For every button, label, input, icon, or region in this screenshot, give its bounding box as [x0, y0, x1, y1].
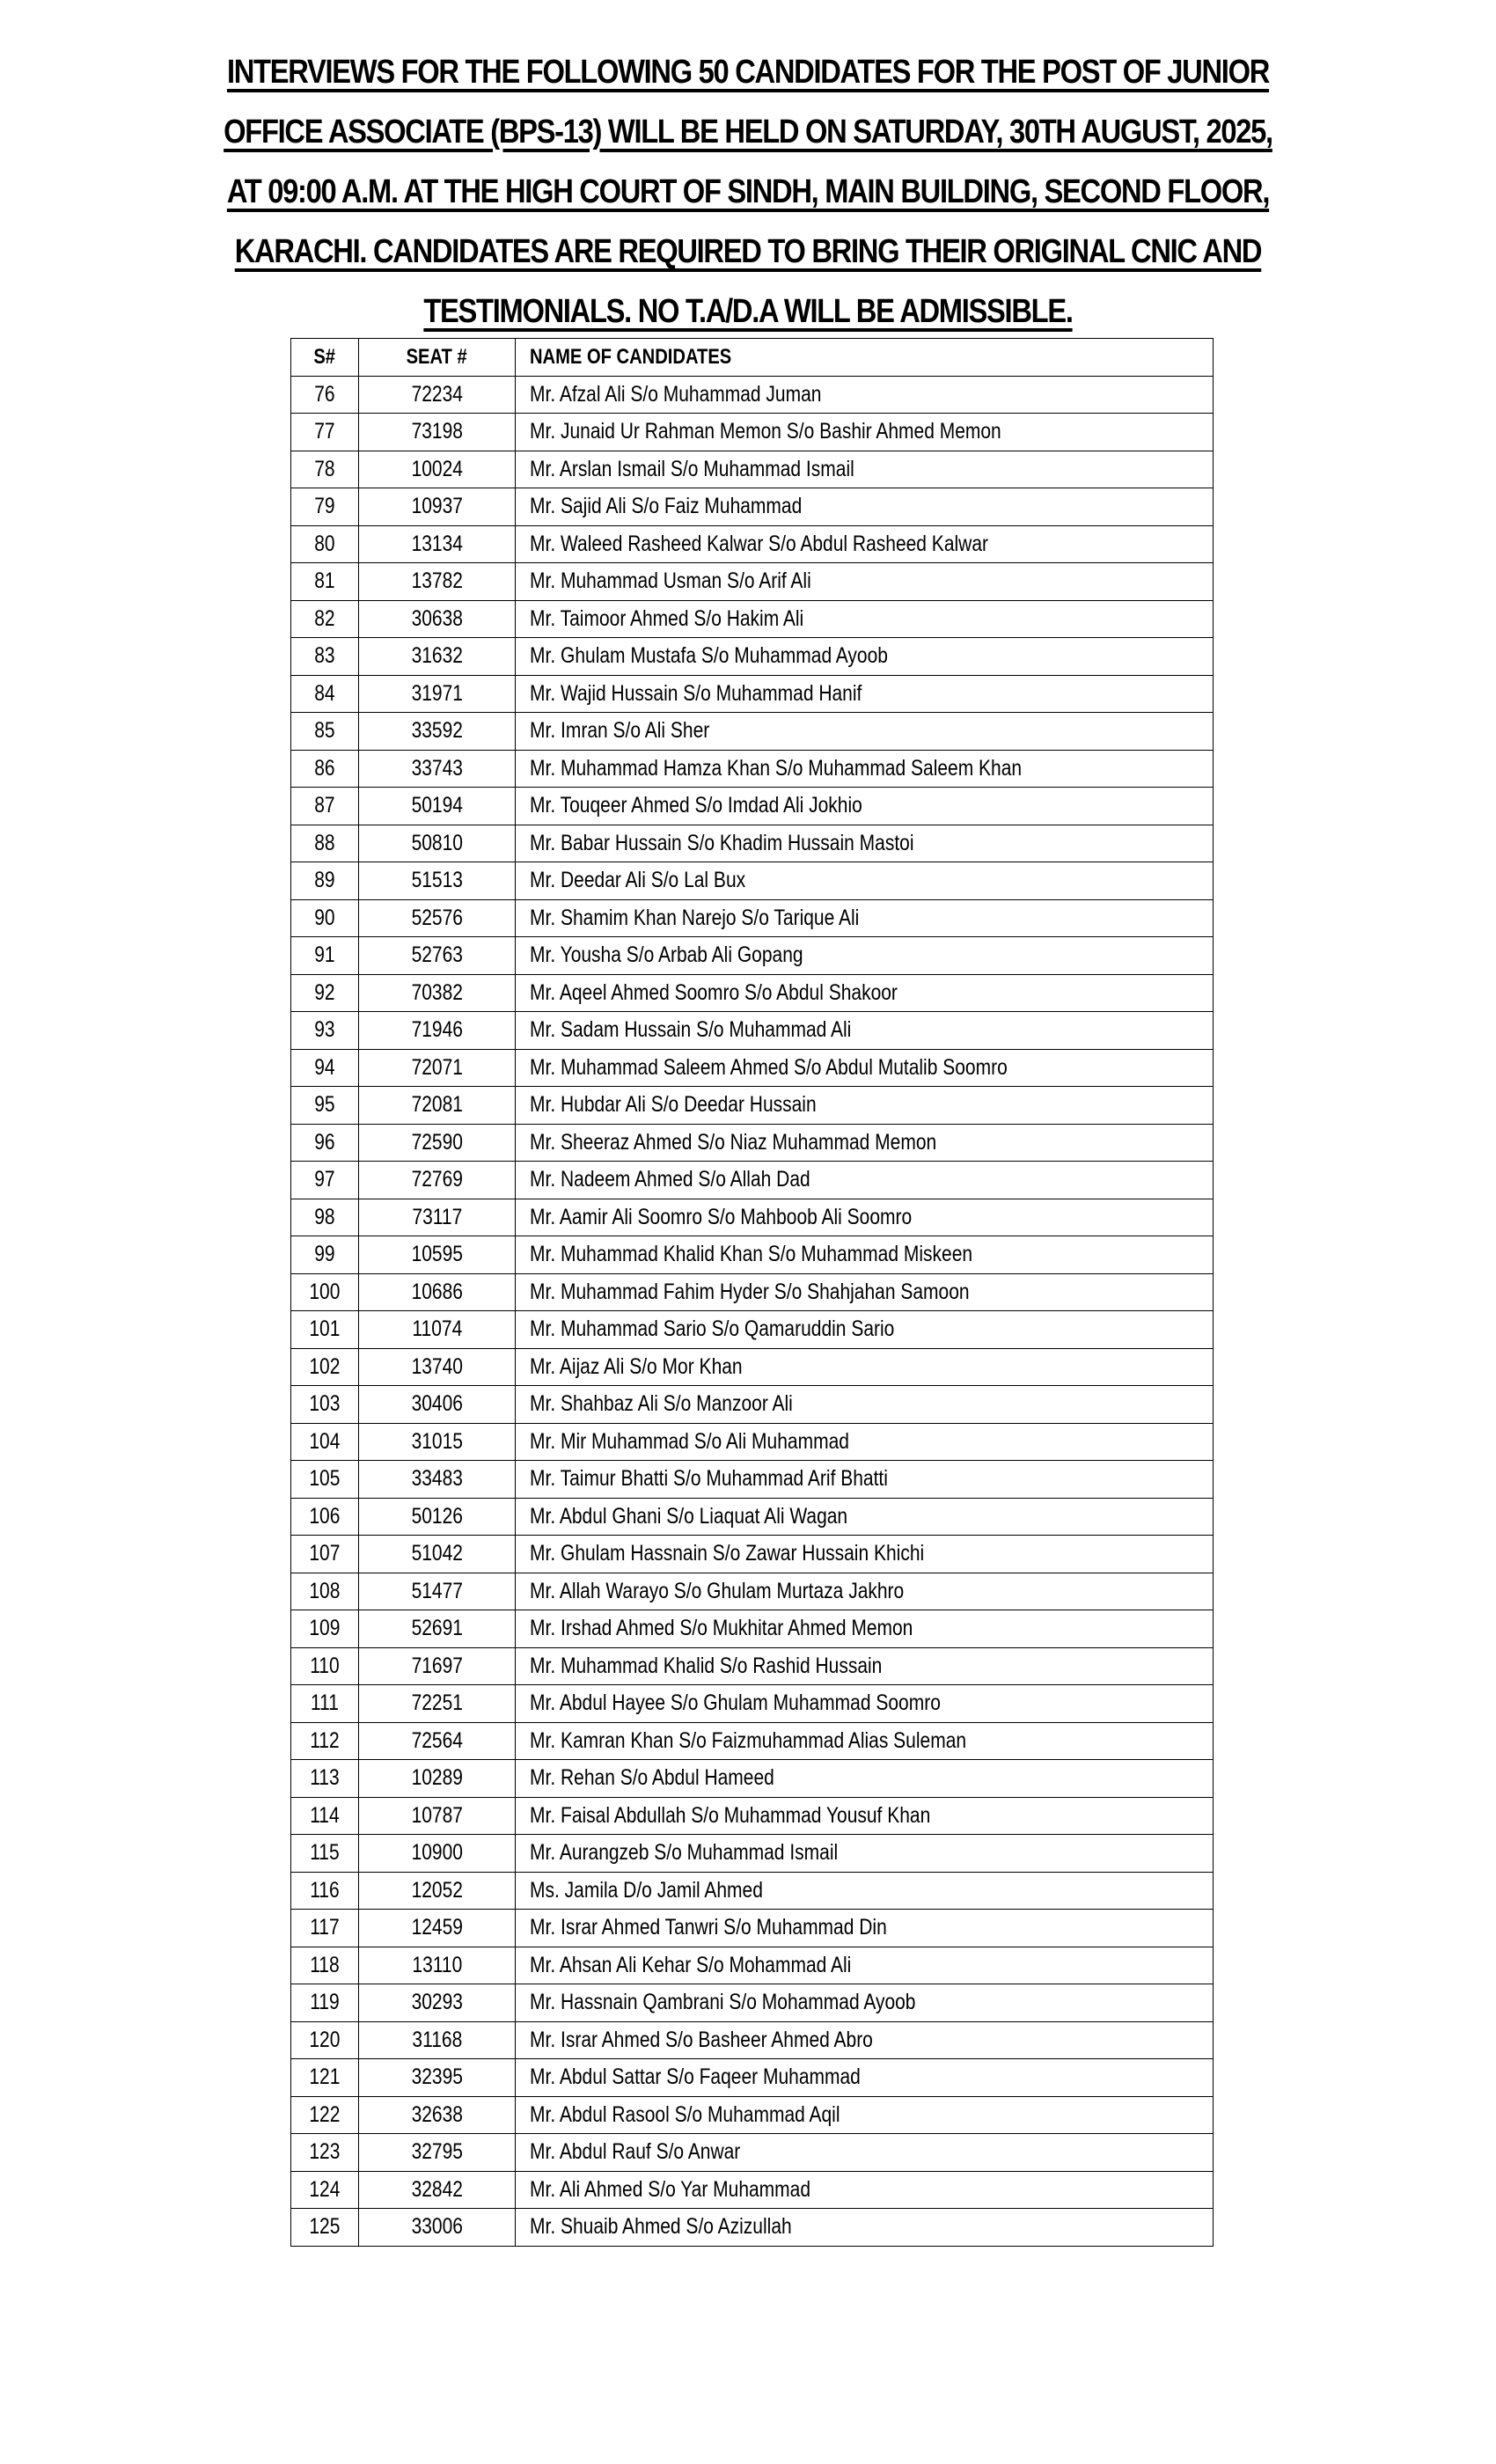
- serial-number-cell: 117: [291, 1910, 359, 1947]
- seat-number-cell: 33592: [359, 713, 516, 751]
- table-row: [291, 1573, 1214, 1610]
- table-row: [291, 1647, 1214, 1685]
- table-row: [291, 525, 1214, 563]
- table-row: [291, 1461, 1214, 1499]
- table-row: [291, 1872, 1214, 1910]
- seat-number-cell: 13110: [359, 1947, 516, 1984]
- seat-number-cell: 51477: [359, 1573, 516, 1610]
- table-row: [291, 1199, 1214, 1236]
- seat-number-cell: 13134: [359, 525, 516, 563]
- serial-number-cell: 76: [291, 376, 359, 414]
- seat-number-cell: 50126: [359, 1498, 516, 1536]
- serial-number-cell: 119: [291, 1984, 359, 2022]
- table-row: [291, 1498, 1214, 1536]
- table-body: [291, 376, 1214, 2246]
- table-row: [291, 1947, 1214, 1984]
- table-row: [291, 713, 1214, 751]
- serial-number-cell: 94: [291, 1049, 359, 1087]
- table-row: [291, 2059, 1214, 2097]
- table-row: [291, 2134, 1214, 2172]
- seat-number-cell: 72590: [359, 1124, 516, 1162]
- candidate-name-cell: Mr. Imran S/o Ali Sher: [516, 713, 1214, 751]
- candidate-name-cell: Mr. Israr Ahmed S/o Basheer Ahmed Abro: [516, 2021, 1214, 2059]
- seat-number-cell: 32842: [359, 2171, 516, 2209]
- seat-number-cell: 31971: [359, 675, 516, 713]
- table-row: [291, 563, 1214, 601]
- table-row: [291, 1722, 1214, 1760]
- candidate-name-cell: Mr. Muhammad Usman S/o Arif Ali: [516, 563, 1214, 601]
- serial-number-cell: 105: [291, 1461, 359, 1499]
- table-row: [291, 1348, 1214, 1386]
- table-header-row: [291, 339, 1214, 377]
- serial-number-cell: 104: [291, 1423, 359, 1461]
- seat-number-cell: 31168: [359, 2021, 516, 2059]
- seat-number-cell: 30638: [359, 600, 516, 638]
- notice-line: OFFICE ASSOCIATE (BPS-13) WILL BE HELD ON SATURDAY, 30TH AUGUST, 2025,: [224, 114, 1272, 150]
- seat-number-cell: 52763: [359, 937, 516, 975]
- table-row: [291, 1984, 1214, 2022]
- candidate-name-cell: Mr. Muhammad Sario S/o Qamaruddin Sario: [516, 1311, 1214, 1349]
- table-row: [291, 675, 1214, 713]
- serial-number-cell: 84: [291, 675, 359, 713]
- seat-number-cell: 31015: [359, 1423, 516, 1461]
- notice-line: AT 09:00 A.M. AT THE HIGH COURT OF SINDH, MAIN BUILDING, SECOND FLOOR,: [226, 173, 1270, 210]
- seat-number-cell: 72251: [359, 1685, 516, 1723]
- candidate-name-cell: Mr. Ghulam Hassnain S/o Zawar Hussain Khichi: [516, 1536, 1214, 1573]
- serial-number-cell: 114: [291, 1797, 359, 1835]
- serial-number-cell: 108: [291, 1573, 359, 1610]
- seat-number-cell: 10787: [359, 1797, 516, 1835]
- candidate-name-cell: Mr. Aijaz Ali S/o Mor Khan: [516, 1348, 1214, 1386]
- candidate-name-cell: Mr. Hubdar Ali S/o Deedar Hussain: [516, 1087, 1214, 1125]
- table-row: [291, 1610, 1214, 1648]
- serial-number-cell: 118: [291, 1947, 359, 1984]
- table-row: [291, 1423, 1214, 1461]
- serial-number-cell: 121: [291, 2059, 359, 2097]
- candidate-name-cell: Mr. Faisal Abdullah S/o Muhammad Yousuf Khan: [516, 1797, 1214, 1835]
- serial-number-cell: 88: [291, 825, 359, 862]
- serial-number-cell: 81: [291, 563, 359, 601]
- candidate-name-cell: Mr. Rehan S/o Abdul Hameed: [516, 1760, 1214, 1798]
- table-row: [291, 1012, 1214, 1050]
- candidate-name-cell: Mr. Sajid Ali S/o Faiz Muhammad: [516, 488, 1214, 526]
- seat-number-cell: 12052: [359, 1872, 516, 1910]
- candidate-name-cell: Mr. Abdul Ghani S/o Liaquat Ali Wagan: [516, 1498, 1214, 1536]
- candidate-name-cell: Mr. Taimoor Ahmed S/o Hakim Ali: [516, 600, 1214, 638]
- seat-number-cell: 10024: [359, 451, 516, 488]
- table-row: [291, 414, 1214, 451]
- seat-number-cell: 33743: [359, 750, 516, 788]
- seat-number-cell: 72769: [359, 1162, 516, 1199]
- serial-number-cell: 82: [291, 600, 359, 638]
- table-row: [291, 600, 1214, 638]
- serial-number-cell: 102: [291, 1348, 359, 1386]
- candidate-name-cell: Mr. Arslan Ismail S/o Muhammad Ismail: [516, 451, 1214, 488]
- seat-number-cell: 51513: [359, 862, 516, 900]
- table-row: [291, 1049, 1214, 1087]
- serial-number-cell: 112: [291, 1722, 359, 1760]
- candidate-name-cell: Mr. Shamim Khan Narejo S/o Tarique Ali: [516, 899, 1214, 937]
- notice-line: KARACHI. CANDIDATES ARE REQUIRED TO BRING THEIR ORIGINAL CNIC AND: [234, 233, 1262, 270]
- candidate-name-cell: Mr. Ahsan Ali Kehar S/o Mohammad Ali: [516, 1947, 1214, 1984]
- seat-number-cell: 10289: [359, 1760, 516, 1798]
- serial-number-cell: 116: [291, 1872, 359, 1910]
- notice-line: INTERVIEWS FOR THE FOLLOWING 50 CANDIDATES FOR THE POST OF JUNIOR: [226, 54, 1270, 91]
- candidate-name-cell: Mr. Sadam Hussain S/o Muhammad Ali: [516, 1012, 1214, 1050]
- seat-number-cell: 32395: [359, 2059, 516, 2097]
- seat-number-cell: 72081: [359, 1087, 516, 1125]
- serial-number-cell: 123: [291, 2134, 359, 2172]
- table-row: [291, 1087, 1214, 1125]
- candidate-name-cell: Mr. Mir Muhammad S/o Ali Muhammad: [516, 1423, 1214, 1461]
- table-row: [291, 1124, 1214, 1162]
- seat-number-cell: 70382: [359, 974, 516, 1012]
- serial-number-cell: 97: [291, 1162, 359, 1199]
- serial-number-cell: 109: [291, 1610, 359, 1648]
- table-row: [291, 2021, 1214, 2059]
- table-row: [291, 1386, 1214, 1424]
- candidate-name-cell: Mr. Ghulam Mustafa S/o Muhammad Ayoob: [516, 638, 1214, 676]
- table-row: [291, 1797, 1214, 1835]
- seat-number-cell: 11074: [359, 1311, 516, 1349]
- candidate-name-cell: Mr. Hassnain Qambrani S/o Mohammad Ayoob: [516, 1984, 1214, 2022]
- table-row: [291, 750, 1214, 788]
- table-row: [291, 1685, 1214, 1723]
- candidate-name-cell: Mr. Muhammad Khalid Khan S/o Muhammad Miskeen: [516, 1236, 1214, 1274]
- seat-number-cell: 30293: [359, 1984, 516, 2022]
- seat-number-cell: 32795: [359, 2134, 516, 2172]
- seat-number-cell: 72234: [359, 376, 516, 414]
- serial-number-cell: 100: [291, 1273, 359, 1311]
- seat-number-cell: 33483: [359, 1461, 516, 1499]
- candidate-name-cell: Mr. Muhammad Fahim Hyder S/o Shahjahan Samoon: [516, 1273, 1214, 1311]
- candidate-name-cell: Mr. Deedar Ali S/o Lal Bux: [516, 862, 1214, 900]
- table-row: [291, 825, 1214, 862]
- serial-number-cell: 80: [291, 525, 359, 563]
- candidate-name-cell: Mr. Kamran Khan S/o Faizmuhammad Alias Suleman: [516, 1722, 1214, 1760]
- table-row: [291, 2209, 1214, 2247]
- header-serial-number: S#: [291, 339, 359, 377]
- seat-number-cell: 52576: [359, 899, 516, 937]
- serial-number-cell: 107: [291, 1536, 359, 1573]
- serial-number-cell: 95: [291, 1087, 359, 1125]
- candidate-name-cell: Mr. Sheeraz Ahmed S/o Niaz Muhammad Memon: [516, 1124, 1214, 1162]
- seat-number-cell: 32638: [359, 2096, 516, 2134]
- table-row: [291, 974, 1214, 1012]
- serial-number-cell: 110: [291, 1647, 359, 1685]
- candidate-name-cell: Mr. Israr Ahmed Tanwri S/o Muhammad Din: [516, 1910, 1214, 1947]
- candidate-name-cell: Mr. Wajid Hussain S/o Muhammad Hanif: [516, 675, 1214, 713]
- candidate-name-cell: Mr. Muhammad Khalid S/o Rashid Hussain: [516, 1647, 1214, 1685]
- table-row: [291, 488, 1214, 526]
- seat-number-cell: 51042: [359, 1536, 516, 1573]
- candidate-name-cell: Mr. Taimur Bhatti S/o Muhammad Arif Bhatti: [516, 1461, 1214, 1499]
- candidate-name-cell: Mr. Muhammad Saleem Ahmed S/o Abdul Mutalib Soomro: [516, 1049, 1214, 1087]
- candidate-name-cell: Mr. Ali Ahmed S/o Yar Muhammad: [516, 2171, 1214, 2209]
- serial-number-cell: 115: [291, 1835, 359, 1873]
- seat-number-cell: 71946: [359, 1012, 516, 1050]
- candidate-name-cell: Mr. Shahbaz Ali S/o Manzoor Ali: [516, 1386, 1214, 1424]
- table-row: [291, 1236, 1214, 1274]
- seat-number-cell: 73198: [359, 414, 516, 451]
- serial-number-cell: 98: [291, 1199, 359, 1236]
- serial-number-cell: 86: [291, 750, 359, 788]
- seat-number-cell: 12459: [359, 1910, 516, 1947]
- candidate-name-cell: Mr. Abdul Rasool S/o Muhammad Aqil: [516, 2096, 1214, 2134]
- serial-number-cell: 113: [291, 1760, 359, 1798]
- header-seat-number: SEAT #: [359, 339, 516, 377]
- table-row: [291, 1311, 1214, 1349]
- serial-number-cell: 89: [291, 862, 359, 900]
- table-row: [291, 1835, 1214, 1873]
- serial-number-cell: 78: [291, 451, 359, 488]
- candidate-name-cell: Mr. Muhammad Hamza Khan S/o Muhammad Saleem Khan: [516, 750, 1214, 788]
- seat-number-cell: 72071: [359, 1049, 516, 1087]
- candidate-name-cell: Mr. Waleed Rasheed Kalwar S/o Abdul Rasheed Kalwar: [516, 525, 1214, 563]
- candidate-name-cell: Mr. Irshad Ahmed S/o Mukhitar Ahmed Memon: [516, 1610, 1214, 1648]
- candidate-name-cell: Mr. Aqeel Ahmed Soomro S/o Abdul Shakoor: [516, 974, 1214, 1012]
- seat-number-cell: 31632: [359, 638, 516, 676]
- seat-number-cell: 10686: [359, 1273, 516, 1311]
- candidates-table: [290, 338, 1214, 2247]
- candidate-name-cell: Mr. Aurangzeb S/o Muhammad Ismail: [516, 1835, 1214, 1873]
- table-row: [291, 1162, 1214, 1199]
- serial-number-cell: 79: [291, 488, 359, 526]
- seat-number-cell: 13782: [359, 563, 516, 601]
- serial-number-cell: 122: [291, 2096, 359, 2134]
- candidate-name-cell: Mr. Aamir Ali Soomro S/o Mahboob Ali Soomro: [516, 1199, 1214, 1236]
- serial-number-cell: 93: [291, 1012, 359, 1050]
- table-row: [291, 899, 1214, 937]
- serial-number-cell: 87: [291, 788, 359, 825]
- serial-number-cell: 106: [291, 1498, 359, 1536]
- candidate-name-cell: Mr. Yousha S/o Arbab Ali Gopang: [516, 937, 1214, 975]
- table-row: [291, 1536, 1214, 1573]
- serial-number-cell: 83: [291, 638, 359, 676]
- serial-number-cell: 124: [291, 2171, 359, 2209]
- candidate-name-cell: Mr. Allah Warayo S/o Ghulam Murtaza Jakhro: [516, 1573, 1214, 1610]
- seat-number-cell: 10595: [359, 1236, 516, 1274]
- table-row: [291, 788, 1214, 825]
- candidate-name-cell: Mr. Abdul Hayee S/o Ghulam Muhammad Soomro: [516, 1685, 1214, 1723]
- serial-number-cell: 103: [291, 1386, 359, 1424]
- serial-number-cell: 101: [291, 1311, 359, 1349]
- seat-number-cell: 52691: [359, 1610, 516, 1648]
- seat-number-cell: 71697: [359, 1647, 516, 1685]
- serial-number-cell: 120: [291, 2021, 359, 2059]
- seat-number-cell: 13740: [359, 1348, 516, 1386]
- serial-number-cell: 85: [291, 713, 359, 751]
- candidate-name-cell: Mr. Babar Hussain S/o Khadim Hussain Mastoi: [516, 825, 1214, 862]
- table-row: [291, 862, 1214, 900]
- serial-number-cell: 90: [291, 899, 359, 937]
- table-row: [291, 937, 1214, 975]
- candidate-name-cell: Mr. Nadeem Ahmed S/o Allah Dad: [516, 1162, 1214, 1199]
- serial-number-cell: 96: [291, 1124, 359, 1162]
- notice-line: TESTIMONIALS. NO T.A/D.A WILL BE ADMISSIBLE.: [423, 293, 1073, 330]
- seat-number-cell: 10900: [359, 1835, 516, 1873]
- serial-number-cell: 111: [291, 1685, 359, 1723]
- serial-number-cell: 125: [291, 2209, 359, 2247]
- seat-number-cell: 73117: [359, 1199, 516, 1236]
- table-row: [291, 638, 1214, 676]
- candidate-name-cell: Mr. Abdul Rauf S/o Anwar: [516, 2134, 1214, 2172]
- table-row: [291, 2096, 1214, 2134]
- candidate-name-cell: Mr. Touqeer Ahmed S/o Imdad Ali Jokhio: [516, 788, 1214, 825]
- notice-heading: [0, 46, 1496, 345]
- table-row: [291, 451, 1214, 488]
- serial-number-cell: 92: [291, 974, 359, 1012]
- seat-number-cell: 30406: [359, 1386, 516, 1424]
- candidate-name-cell: Ms. Jamila D/o Jamil Ahmed: [516, 1872, 1214, 1910]
- serial-number-cell: 91: [291, 937, 359, 975]
- table-row: [291, 1910, 1214, 1947]
- table-row: [291, 1760, 1214, 1798]
- candidate-name-cell: Mr. Abdul Sattar S/o Faqeer Muhammad: [516, 2059, 1214, 2097]
- seat-number-cell: 50194: [359, 788, 516, 825]
- table-row: [291, 1273, 1214, 1311]
- candidate-name-cell: Mr. Shuaib Ahmed S/o Azizullah: [516, 2209, 1214, 2247]
- serial-number-cell: 99: [291, 1236, 359, 1274]
- seat-number-cell: 33006: [359, 2209, 516, 2247]
- header-candidate-name: NAME OF CANDIDATES: [516, 339, 1214, 377]
- serial-number-cell: 77: [291, 414, 359, 451]
- seat-number-cell: 50810: [359, 825, 516, 862]
- seat-number-cell: 72564: [359, 1722, 516, 1760]
- table-row: [291, 376, 1214, 414]
- table-row: [291, 2171, 1214, 2209]
- candidate-name-cell: Mr. Afzal Ali S/o Muhammad Juman: [516, 376, 1214, 414]
- candidate-name-cell: Mr. Junaid Ur Rahman Memon S/o Bashir Ahmed Memon: [516, 414, 1214, 451]
- seat-number-cell: 10937: [359, 488, 516, 526]
